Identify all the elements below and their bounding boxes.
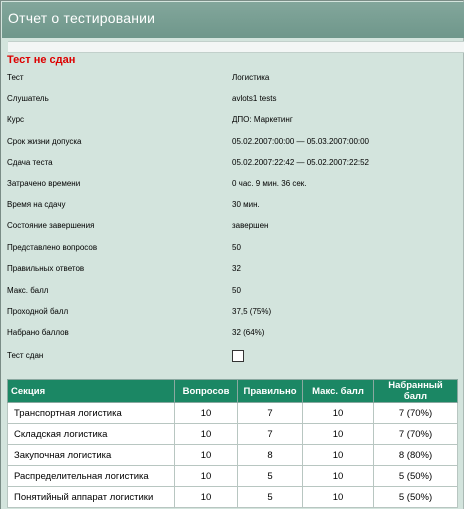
cell-questions: 10 bbox=[175, 424, 238, 445]
table-header-row bbox=[8, 380, 458, 403]
cell-questions: 10 bbox=[175, 445, 238, 466]
column-header-correct: Правильно bbox=[238, 380, 303, 403]
detail-label: Представлено вопросов bbox=[7, 243, 98, 252]
detail-label: Состояние завершения bbox=[7, 221, 95, 230]
detail-row-max-score bbox=[1, 282, 464, 303]
table-row bbox=[8, 403, 458, 424]
detail-label: Сдача теста bbox=[7, 158, 53, 167]
detail-row-questions bbox=[1, 239, 464, 260]
detail-value: завершен bbox=[232, 221, 269, 230]
detail-row-access-period bbox=[1, 133, 464, 154]
cell-section: Складская логистика bbox=[8, 424, 175, 445]
detail-value: Логистика bbox=[232, 73, 270, 82]
detail-value: 30 мин. bbox=[232, 200, 260, 209]
cell-section: Закупочная логистика bbox=[8, 445, 175, 466]
cell-max-score: 10 bbox=[303, 424, 374, 445]
column-header-section: Секция bbox=[8, 380, 175, 403]
cell-score: 5 (50%) bbox=[374, 487, 458, 508]
column-header-max-score: Макс. балл bbox=[303, 380, 374, 403]
cell-score: 8 (80%) bbox=[374, 445, 458, 466]
detail-value: 05.02.2007:22:42 — 05.02.2007:22:52 bbox=[232, 158, 370, 167]
detail-value: 32 (64%) bbox=[232, 328, 265, 337]
cell-max-score: 10 bbox=[303, 445, 374, 466]
detail-value: ДПО: Маркетинг bbox=[232, 115, 293, 124]
detail-label: Время на сдачу bbox=[7, 200, 66, 209]
cell-score: 7 (70%) bbox=[374, 403, 458, 424]
detail-label: Курс bbox=[7, 115, 25, 124]
detail-row-course bbox=[1, 111, 464, 132]
table-row bbox=[8, 424, 458, 445]
table-row bbox=[8, 487, 458, 508]
detail-value: avlots1 tests bbox=[232, 94, 277, 103]
cell-questions: 10 bbox=[175, 487, 238, 508]
detail-label: Срок жизни допуска bbox=[7, 137, 82, 146]
detail-label: Макс. балл bbox=[7, 286, 49, 295]
detail-value: 50 bbox=[232, 243, 241, 252]
cell-questions: 10 bbox=[175, 466, 238, 487]
cell-max-score: 10 bbox=[303, 487, 374, 508]
cell-score: 5 (50%) bbox=[374, 466, 458, 487]
window-title: Отчет о тестировании bbox=[8, 10, 156, 26]
table-row bbox=[8, 445, 458, 466]
detail-value: 05.02.2007:00:00 — 05.03.2007:00:00 bbox=[232, 137, 370, 146]
detail-label: Набрано баллов bbox=[7, 328, 69, 337]
cell-correct: 8 bbox=[238, 445, 303, 466]
title-separator bbox=[8, 41, 464, 53]
detail-row-completion-state bbox=[1, 217, 464, 238]
cell-questions: 10 bbox=[175, 403, 238, 424]
cell-correct: 5 bbox=[238, 487, 303, 508]
detail-value: 37,5 (75%) bbox=[232, 307, 272, 316]
window-titlebar bbox=[2, 2, 464, 38]
detail-row-test bbox=[1, 69, 464, 90]
detail-value: 0 час. 9 мин. 36 сек. bbox=[232, 179, 307, 188]
detail-row-time-spent bbox=[1, 175, 464, 196]
detail-row-score bbox=[1, 324, 464, 345]
cell-section: Распределительная логистика bbox=[8, 466, 175, 487]
detail-label: Слушатель bbox=[7, 94, 49, 103]
cell-correct: 5 bbox=[238, 466, 303, 487]
detail-row-passed bbox=[1, 349, 464, 370]
cell-section: Понятийный аппарат логистики bbox=[8, 487, 175, 508]
detail-label: Проходной балл bbox=[7, 307, 69, 316]
passed-label: Тест сдан bbox=[7, 351, 44, 360]
cell-max-score: 10 bbox=[303, 466, 374, 487]
table-row bbox=[8, 466, 458, 487]
detail-row-submission bbox=[1, 154, 464, 175]
detail-value: 32 bbox=[232, 264, 241, 273]
column-header-score: Набранный балл bbox=[374, 380, 458, 403]
detail-row-correct bbox=[1, 260, 464, 281]
result-status: Тест не сдан bbox=[7, 54, 76, 66]
detail-label: Затрачено времени bbox=[7, 179, 81, 188]
cell-correct: 7 bbox=[238, 424, 303, 445]
cell-section: Транспортная логистика bbox=[8, 403, 175, 424]
detail-row-time-limit bbox=[1, 196, 464, 217]
cell-correct: 7 bbox=[238, 403, 303, 424]
column-header-questions: Вопросов bbox=[175, 380, 238, 403]
detail-value: 50 bbox=[232, 286, 241, 295]
detail-row-pass-score bbox=[1, 303, 464, 324]
passed-checkbox[interactable] bbox=[232, 350, 244, 362]
cell-max-score: 10 bbox=[303, 403, 374, 424]
sections-table bbox=[7, 379, 458, 508]
cell-score: 7 (70%) bbox=[374, 424, 458, 445]
detail-label: Тест bbox=[7, 73, 24, 82]
detail-row-listener bbox=[1, 90, 464, 111]
detail-label: Правильных ответов bbox=[7, 264, 85, 273]
